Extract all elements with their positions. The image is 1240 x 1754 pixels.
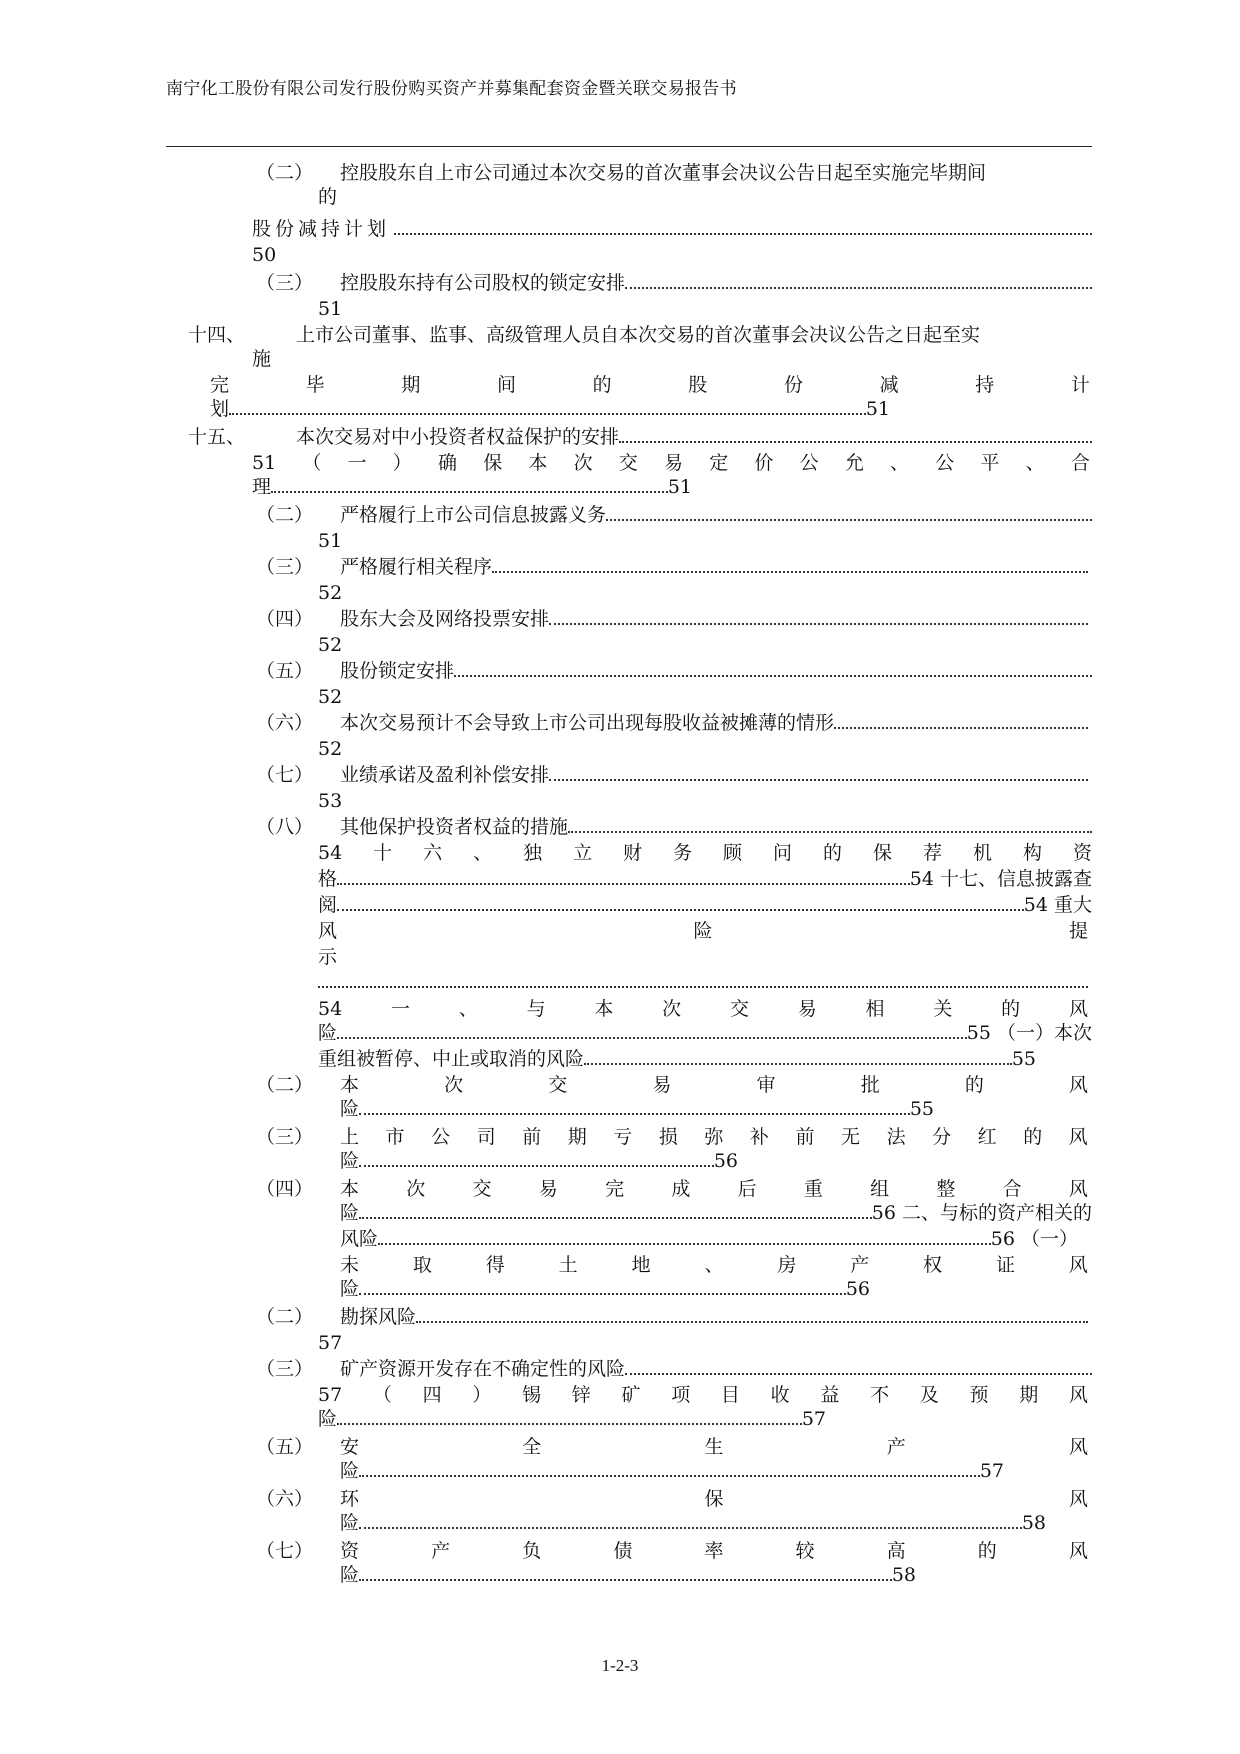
toc-entry-text: 险: [340, 1202, 360, 1224]
toc-word: 产: [850, 1254, 870, 1276]
toc-word: 价: [754, 452, 774, 474]
toc-word: 54: [318, 842, 343, 864]
toc-entry-text: 险: [340, 1564, 360, 1586]
toc-word: 产: [886, 1436, 906, 1458]
toc-word: 关: [933, 998, 953, 1020]
toc-entry-text: 本次交易对中小投资者权益保护的安排: [296, 426, 620, 448]
toc-entry-text: 严格履行相关程序: [340, 556, 493, 578]
dot-leader: [834, 711, 1088, 729]
toc-entry-num: （五）: [256, 660, 314, 682]
toc-word: 期: [567, 1126, 587, 1148]
toc-page-number: 57: [801, 1408, 826, 1430]
toc-entry-text: 其他保护投资者权益的措施: [340, 816, 569, 838]
toc-word: 顾: [723, 842, 743, 864]
toc-word: 交: [472, 1178, 492, 1200]
toc-entry-text: 的: [318, 186, 338, 208]
toc-page-number: 56: [845, 1278, 870, 1300]
toc-entry-text: 股份锁定安排: [340, 660, 455, 682]
toc-word: 土: [558, 1254, 578, 1276]
toc-entry-text: 施: [252, 348, 272, 370]
page-number-footer: 1-2-3: [601, 1656, 639, 1675]
dot-leader: [378, 1227, 991, 1245]
toc-entry: [340, 710, 1088, 736]
toc-entry-text: 险: [340, 1512, 360, 1534]
toc-word: 、: [890, 452, 910, 474]
toc-entry-text: 险: [340, 1150, 360, 1172]
toc-word: （: [302, 452, 322, 474]
toc-word: 54: [318, 998, 343, 1020]
toc-word: 51: [252, 452, 277, 474]
toc-word: 次: [662, 998, 682, 1020]
toc-entry: [340, 1304, 1088, 1330]
toc-entry-spread: [318, 1382, 1088, 1408]
toc-word: 、: [458, 998, 478, 1020]
toc-entry-text: 业绩承诺及盈利补偿安排: [340, 764, 550, 786]
toc-word: 易: [538, 1178, 558, 1200]
toc-word: 合: [1002, 1178, 1022, 1200]
toc-entry-text: 理: [252, 476, 272, 498]
toc-entry: [340, 1510, 1046, 1536]
toc-entry: [318, 970, 1088, 988]
toc-word: 财: [623, 842, 643, 864]
toc-entry-spread: [318, 840, 1092, 866]
toc-word: 率: [704, 1540, 724, 1562]
toc-word: 次: [444, 1074, 464, 1096]
dot-leader: [549, 607, 1088, 625]
toc-word: 务: [673, 842, 693, 864]
toc-entry: [340, 502, 1092, 528]
toc-entry-num: （二）: [256, 1306, 314, 1328]
toc-word: 较: [795, 1540, 815, 1562]
toc-page-number: 58: [1021, 1512, 1046, 1534]
toc-word: 易: [652, 1074, 672, 1096]
dot-leader: [359, 1511, 1022, 1529]
toc-word: 的: [592, 374, 612, 396]
toc-word: 组: [870, 1178, 890, 1200]
toc-word: ）: [392, 452, 412, 474]
toc-word: 与: [526, 998, 546, 1020]
toc-word: 公: [431, 1126, 451, 1148]
toc-entry: [340, 1276, 870, 1302]
toc-word: 风: [318, 920, 338, 942]
dot-leader: [549, 763, 1088, 781]
toc-word: 问: [773, 842, 793, 864]
toc-entry-text: 控股股东自上市公司通过本次交易的首次董事会决议公告日起至实施完毕期间: [340, 162, 987, 184]
toc-page-number: 52: [318, 634, 343, 656]
toc-word: 次: [406, 1178, 426, 1200]
toc-word: 立: [573, 842, 593, 864]
toc-word: 完: [210, 374, 230, 396]
toc-word: 整: [936, 1178, 956, 1200]
toc-page-number: 57: [318, 1332, 343, 1354]
document-header-title: 南宁化工股份有限公司发行股份购买资产并募集配套资金暨关联交易报告书: [166, 79, 737, 99]
dot-leader: [271, 475, 668, 493]
toc-word: 弥: [704, 1126, 724, 1148]
toc-word: 确: [437, 452, 457, 474]
toc-word: 期: [401, 374, 421, 396]
toc-word: 得: [485, 1254, 505, 1276]
toc-word: 独: [523, 842, 543, 864]
dot-leader: [394, 217, 1092, 235]
toc-word: 合: [1070, 452, 1090, 474]
toc-entry-num: （六）: [256, 712, 314, 734]
toc-word: 的: [977, 1540, 997, 1562]
toc-word: 红: [977, 1126, 997, 1148]
toc-entry-text: 险: [318, 1408, 338, 1430]
toc-word: 环: [340, 1488, 360, 1510]
toc-word: 允: [844, 452, 864, 474]
toc-word: 构: [1022, 842, 1042, 864]
toc-word: 风: [1068, 1074, 1088, 1096]
toc-entry-spread: [340, 1252, 1088, 1278]
toc-entry: [340, 606, 1088, 632]
toc-word: 未: [340, 1254, 360, 1276]
dot-leader: [359, 1149, 714, 1167]
toc-entry: [340, 814, 1092, 840]
dot-leader: [229, 397, 866, 415]
toc-word: 次: [573, 452, 593, 474]
toc-entry-spread: [340, 1434, 1088, 1460]
toc-word: （: [372, 1384, 392, 1406]
toc-entry: [340, 1356, 1092, 1382]
toc-word: 房: [777, 1254, 797, 1276]
toc-word: 一: [390, 998, 410, 1020]
toc-word: 全: [522, 1436, 542, 1458]
toc-word: 交: [729, 998, 749, 1020]
toc-word: 交: [618, 452, 638, 474]
toc-word: 锡: [522, 1384, 542, 1406]
toc-word: 司: [476, 1126, 496, 1148]
toc-word: 损: [658, 1126, 678, 1148]
toc-word: 十: [373, 842, 393, 864]
toc-word: 期: [1019, 1384, 1039, 1406]
toc-word: 易: [797, 998, 817, 1020]
dot-leader: [416, 1305, 1088, 1323]
toc-entry-num: （二）: [256, 162, 314, 184]
dot-leader: [625, 1357, 1092, 1375]
toc-entry-num: （三）: [256, 1126, 314, 1148]
toc-word: 保: [483, 452, 503, 474]
toc-entry-spread: [252, 450, 1090, 476]
dot-leader: [359, 1097, 910, 1115]
dot-leader: [359, 1459, 980, 1477]
dot-leader: [359, 1277, 846, 1295]
dot-leader: [568, 815, 1092, 833]
dot-leader: [625, 271, 1092, 289]
toc-word: 及: [919, 1384, 939, 1406]
toc-word: 重: [803, 1178, 823, 1200]
dot-leader: [318, 970, 1088, 988]
dot-leader: [619, 425, 1092, 443]
toc-entry: [318, 1020, 1092, 1046]
toc-word: 间: [496, 374, 516, 396]
toc-word: 审: [756, 1074, 776, 1096]
toc-word: 安: [340, 1436, 360, 1458]
toc-page-number: 50: [252, 244, 277, 266]
toc-word: 的: [1023, 1126, 1043, 1148]
toc-entry-text: 格: [318, 868, 338, 890]
toc-word: 57: [318, 1384, 343, 1406]
toc-page-number: 51: [667, 476, 692, 498]
toc-entry-text: 上市公司董事、监事、高级管理人员自本次交易的首次董事会决议公告之日起至实: [296, 324, 981, 346]
toc-entry: [318, 1046, 1036, 1072]
toc-entry-text: 划: [210, 398, 230, 420]
toc-word: 不: [870, 1384, 890, 1406]
toc-entry-num: （三）: [256, 1358, 314, 1380]
toc-word: 份: [783, 374, 803, 396]
toc-entry: [340, 1096, 934, 1122]
toc-page-number: 55: [1011, 1048, 1036, 1070]
toc-word: 的: [823, 842, 843, 864]
toc-entry-text: 险: [318, 1022, 338, 1044]
toc-page-number: 56 二、与标的资产相关的: [871, 1202, 1092, 1224]
toc-entry: [296, 424, 1092, 450]
toc-word: 锌: [571, 1384, 591, 1406]
dot-leader: [337, 893, 1024, 911]
toc-word: 益: [820, 1384, 840, 1406]
toc-word: 、: [704, 1254, 724, 1276]
toc-entry: [340, 1458, 1004, 1484]
toc-page-number: 58: [891, 1564, 916, 1586]
toc-word: 的: [1001, 998, 1021, 1020]
toc-word: 前: [522, 1126, 542, 1148]
toc-word: 持: [975, 374, 995, 396]
toc-page-number: 55 （一）本次: [966, 1022, 1092, 1044]
toc-word: 减: [879, 374, 899, 396]
toc-word: 上: [340, 1126, 360, 1148]
toc-word: 风: [1068, 1540, 1088, 1562]
toc-page-number: 52: [318, 582, 343, 604]
toc-word: 目: [720, 1384, 740, 1406]
toc-entry-text: 险: [340, 1460, 360, 1482]
toc-word: 后: [737, 1178, 757, 1200]
toc-word: 亏: [613, 1126, 633, 1148]
toc-word: 股: [688, 374, 708, 396]
toc-entry-num: 十五、: [188, 426, 246, 448]
toc-entry-num: （四）: [256, 1178, 314, 1200]
dot-leader: [337, 867, 910, 885]
toc-page-number: 51: [318, 530, 343, 552]
dot-leader: [359, 1563, 892, 1581]
toc-entry-num: （二）: [256, 504, 314, 526]
toc-entry: [210, 396, 890, 422]
toc-word: 本: [594, 998, 614, 1020]
toc-word: 预: [969, 1384, 989, 1406]
toc-entry: [252, 474, 692, 500]
toc-page-number: 54 十七、信息披露查: [909, 868, 1092, 890]
toc-word: 公: [799, 452, 819, 474]
toc-entry: [318, 892, 1092, 918]
toc-word: 风: [1068, 1436, 1088, 1458]
toc-word: 风: [1068, 1384, 1088, 1406]
toc-word: 矿: [621, 1384, 641, 1406]
toc-entry: [340, 1226, 1078, 1252]
toc-word: 计: [1070, 374, 1090, 396]
toc-word: 风: [1068, 1178, 1088, 1200]
dot-leader: [337, 1021, 967, 1039]
toc-entry-num: （五）: [256, 1436, 314, 1458]
toc-word: 无: [841, 1126, 861, 1148]
toc-entry-text: 股东大会及网络投票安排: [340, 608, 550, 630]
toc-entry-spread: [340, 1486, 1088, 1512]
toc-entry-spread: [340, 1072, 1088, 1098]
dot-leader: [492, 555, 1088, 573]
toc-entry-text: 矿产资源开发存在不确定性的风险: [340, 1358, 626, 1380]
toc-word: 本: [340, 1178, 360, 1200]
toc-entry: [340, 762, 1088, 788]
toc-entry: [340, 658, 1092, 684]
toc-entry-spread: [340, 1538, 1088, 1564]
toc-word: 生: [704, 1436, 724, 1458]
toc-word: 负: [522, 1540, 542, 1562]
toc-entry-num: 十四、: [188, 324, 246, 346]
toc-entry: [318, 866, 1092, 892]
toc-entry-num: （八）: [256, 816, 314, 838]
toc-page-number: 53: [318, 790, 343, 812]
toc-entry-text: 重组被暂停、中止或取消的风险: [318, 1048, 585, 1070]
toc-word: 本: [340, 1074, 360, 1096]
toc-entry-text: 股份减持计划: [252, 218, 391, 240]
toc-word: 风: [1068, 1126, 1088, 1148]
toc-word: 完: [605, 1178, 625, 1200]
toc-entry: [340, 554, 1088, 580]
toc-entry-text: 风险: [340, 1228, 379, 1250]
toc-word: 收: [770, 1384, 790, 1406]
toc-word: 风: [1068, 998, 1088, 1020]
toc-entry-text: 示: [318, 946, 338, 968]
toc-word: 交: [548, 1074, 568, 1096]
toc-word: 保: [873, 842, 893, 864]
toc-entry-text: 控股股东持有公司股权的锁定安排: [340, 272, 626, 294]
toc-word: 风: [1068, 1254, 1088, 1276]
toc-page-number: 52: [318, 686, 343, 708]
toc-word: ）: [472, 1384, 492, 1406]
toc-word: 荐: [922, 842, 942, 864]
toc-word: 成: [671, 1178, 691, 1200]
toc-word: 、: [473, 842, 493, 864]
toc-page-number: 56: [713, 1150, 738, 1172]
toc-word: 定: [709, 452, 729, 474]
dot-leader: [584, 1047, 1012, 1065]
toc-word: 的: [964, 1074, 984, 1096]
toc-word: 资: [340, 1540, 360, 1562]
toc-word: 补: [749, 1126, 769, 1148]
toc-word: 、: [1025, 452, 1045, 474]
toc-entry-spread: [210, 372, 1090, 398]
toc-word: 法: [886, 1126, 906, 1148]
toc-word: 四: [422, 1384, 442, 1406]
toc-entry-num: （七）: [256, 1540, 314, 1562]
dot-leader: [454, 659, 1092, 677]
toc-word: 险: [693, 920, 713, 942]
toc-entry-text: 勘探风险: [340, 1306, 417, 1328]
toc-entry-text: 本次交易预计不会导致上市公司出现每股收益被摊薄的情形: [340, 712, 835, 734]
toc-word: 取: [412, 1254, 432, 1276]
toc-entry-spread: [340, 1176, 1088, 1202]
toc-entry-num: （三）: [256, 556, 314, 578]
toc-word: 项: [671, 1384, 691, 1406]
toc-word: 权: [923, 1254, 943, 1276]
toc-entry-num: （七）: [256, 764, 314, 786]
toc-page-number: 51: [318, 298, 343, 320]
toc-entry-num: （六）: [256, 1488, 314, 1510]
toc-entry: [340, 1562, 916, 1588]
toc-word: 市: [385, 1126, 405, 1148]
toc-word: 批: [860, 1074, 880, 1096]
toc-word: 风: [1068, 1488, 1088, 1510]
toc-word: 高: [886, 1540, 906, 1562]
toc-entry-text: 严格履行上市公司信息披露义务: [340, 504, 607, 526]
toc-word: 分: [932, 1126, 952, 1148]
toc-word: 债: [613, 1540, 633, 1562]
toc-entry-spread: [318, 918, 1088, 944]
toc-word: 产: [431, 1540, 451, 1562]
toc-entry-spread: [318, 996, 1088, 1022]
toc-word: 六: [423, 842, 443, 864]
dot-leader: [337, 1407, 802, 1425]
toc-word: 本: [528, 452, 548, 474]
toc-word: 易: [664, 452, 684, 474]
toc-entry-spread: [340, 1124, 1088, 1150]
toc-word: 地: [631, 1254, 651, 1276]
toc-entry-num: （三）: [256, 272, 314, 294]
toc-entry: [318, 1406, 826, 1432]
toc-word: 保: [704, 1488, 724, 1510]
header-rule: [166, 146, 1092, 147]
toc-page-number: 54 重大: [1023, 894, 1092, 916]
toc-word: 提: [1068, 920, 1088, 942]
toc-entry-text: 阅: [318, 894, 338, 916]
toc-entry: [340, 1200, 1092, 1226]
toc-word: 资: [1072, 842, 1092, 864]
toc-entry: [340, 1148, 738, 1174]
toc-page-number: 55: [909, 1098, 934, 1120]
toc-entry-text: 险: [340, 1278, 360, 1300]
toc-word: 公: [935, 452, 955, 474]
toc-page-number: 56 （一）: [990, 1228, 1078, 1250]
toc-entry: [340, 270, 1092, 296]
toc-entry-num: （二）: [256, 1074, 314, 1096]
toc-word: 证: [996, 1254, 1016, 1276]
toc-word: 毕: [305, 374, 325, 396]
toc-word: 相: [865, 998, 885, 1020]
dot-leader: [606, 503, 1092, 521]
dot-leader: [359, 1201, 872, 1219]
toc-word: 平: [980, 452, 1000, 474]
toc-page-number: 57: [979, 1460, 1004, 1482]
toc-word: 机: [972, 842, 992, 864]
toc-entry-text: 险: [340, 1098, 360, 1120]
toc-page-number: 52: [318, 738, 343, 760]
toc-page-number: 51: [865, 398, 890, 420]
toc-word: 一: [347, 452, 367, 474]
toc-entry-num: （四）: [256, 608, 314, 630]
toc-word: 前: [795, 1126, 815, 1148]
toc-entry: [252, 216, 1092, 242]
